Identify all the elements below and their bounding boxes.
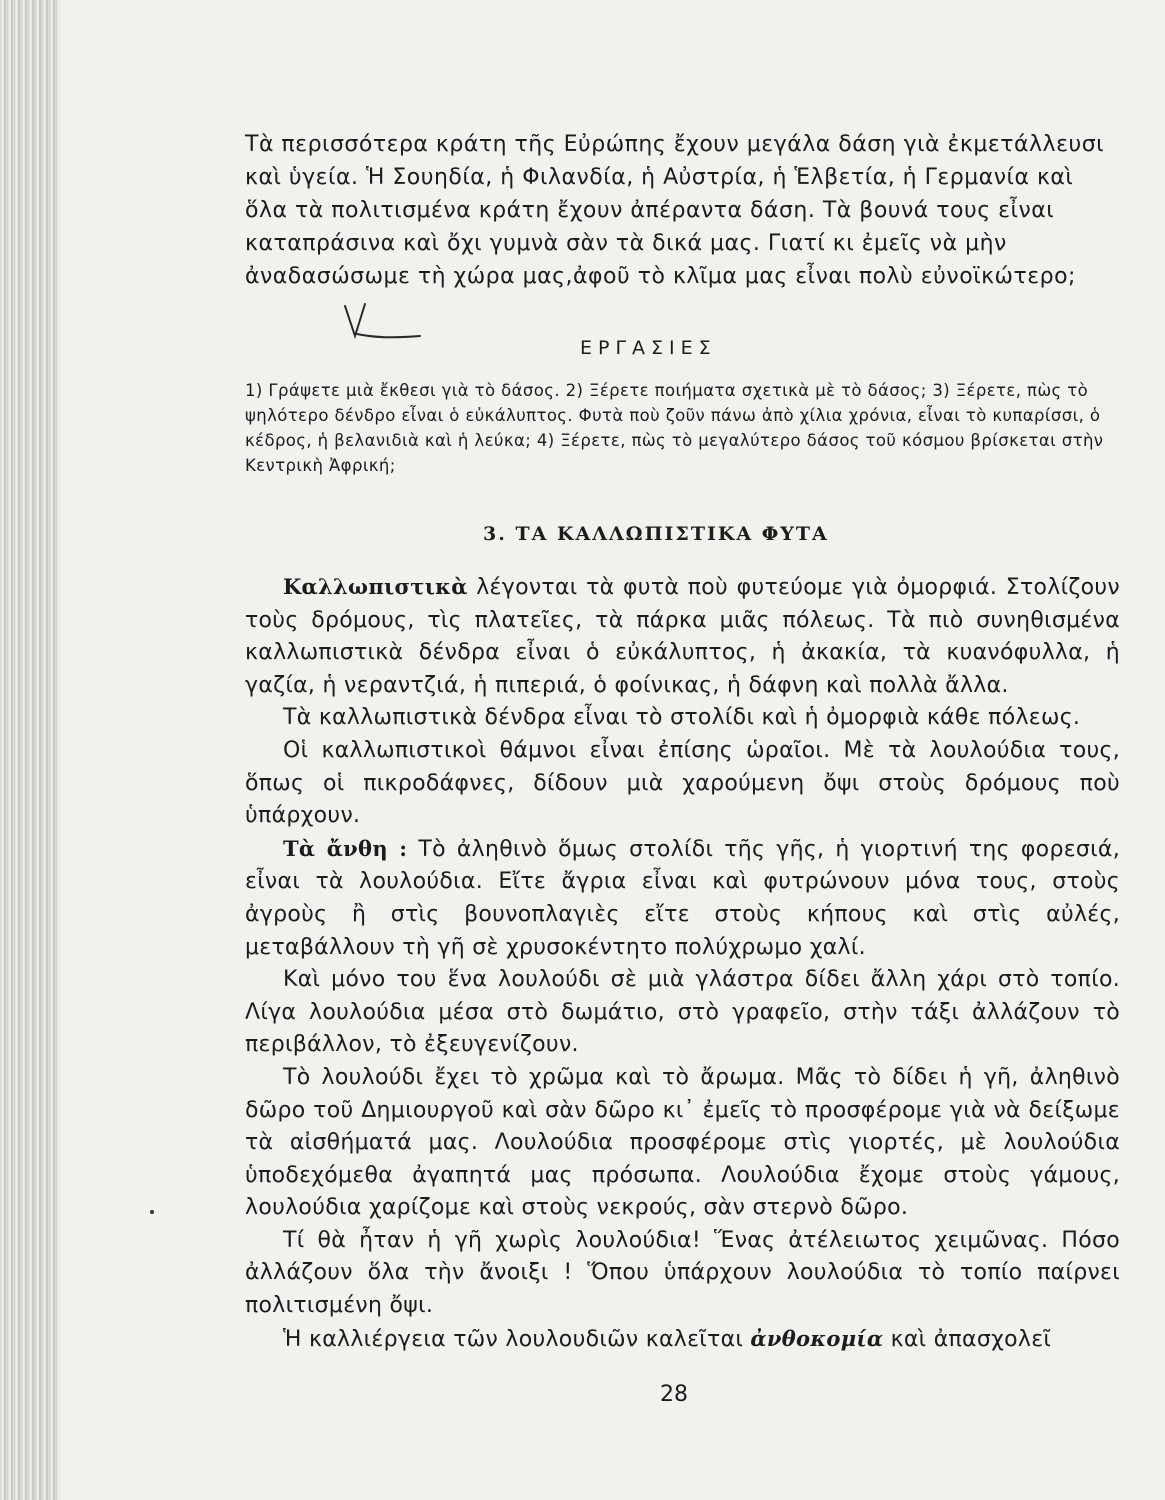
book-page-edges bbox=[0, 0, 61, 1500]
pencil-check-mark bbox=[335, 296, 425, 346]
term-floriculture: ἀνθοκομία bbox=[750, 1325, 884, 1351]
section-heading: 3. ΤΑ ΚΑΛΛΩΠΙΣΤΙΚΑ ΦΥΤΑ bbox=[483, 523, 829, 545]
term-flowers: Τὰ ἄνθη : bbox=[283, 835, 408, 861]
section-body bbox=[245, 571, 1120, 1356]
exercises-text: 1) Γράψετε μιὰ ἔκθεσι γιὰ τὸ δάσος. 2) Ξέρετε ποιήματα σχετικὰ μὲ τὸ δάσος; 3) Ξέρετε, πὼς τὸ ψηλότερο δένδρο εἶναι ὁ εὐκάλυπτος. Φυτὰ ποὺ ζοῦν πάνω ἀπὸ χίλια χρόνια, εἶναι τὸ κυπαρίσσι, ὁ κέδρος, ἡ βελανιδιὰ καὶ ἡ λεύκα; 4) Ξέρετε, πὼς τὸ μεγαλύτερο δάσος τοῦ κόσμου βρίσκεται στὴν Κεντρικὴ Ἀφρική; bbox=[245, 381, 1104, 475]
paragraph-shrubs: Οἱ καλλωπιστικοὶ θάμνοι εἶναι ἐπίσης ὡραῖοι. Μὲ τὰ λουλούδια τους, ὅπως οἱ πικροδάφνες, δίδουν μιὰ χαρούμενη ὄψι στοὺς δρόμους ποὺ ὑπάρχουν. bbox=[245, 737, 1120, 829]
paragraph-flower-gift: Τὸ λουλούδι ἔχει τὸ χρῶμα καὶ τὸ ἄρωμα. Μᾶς τὸ δίδει ἡ γῆ, ἀληθινὸ δῶρο τοῦ Δημιουργοῦ καὶ σὰν δῶρο κι᾿ ἐμεῖς τὸ προσφέρομε γιὰ νὰ δείξωμε τὰ αἰσθήματά μας. Λουλούδια προσφέρομε στὶς γιορτές, μὲ λουλούδια ὑποδεχόμεθα ἀγαπητά μας πρόσωπα. Λουλούδια ἔχομε στοὺς γάμους, λουλούδια χαρίζομε καὶ στοὺς νεκρούς, σὰν στερνὸ δῶρο. bbox=[245, 1064, 1120, 1221]
paragraph-single-flower: Καὶ μόνο του ἕνα λουλούδι σὲ μιὰ γλάστρα δίδει ἄλλη χάρι στὸ τοπίο. Λίγα λουλούδια μέσα στὸ δωμάτιο, στὸ γραφεῖο, στὴν τάξι ἀλλάζουν τὸ περιβάλλον, τὸ ἐξευγενίζουν. bbox=[245, 967, 1120, 1058]
page-number: 28 bbox=[660, 1382, 688, 1407]
paragraph-ornamental-trees: Τὰ καλλωπιστικὰ δένδρα εἶναι τὸ στολίδι καὶ ἡ ὀμορφιὰ κάθε πόλεως. bbox=[283, 705, 1081, 731]
exercises-heading: ΕΡΓΑΣΙΕΣ bbox=[580, 337, 717, 359]
intro-paragraph: Τὰ περισσότερα κράτη τῆς Εὐρώπης ἔχουν μεγάλα δάση γιὰ ἐκμετάλλευσι καὶ ὑγεία. Ἡ Σουηδία, ἡ Φιλανδία, ἡ Αὐστρία, ἡ Ἑλβετία, ἡ Γερμανία καὶ ὅλα τὰ πολιτισμένα κράτη ἔχουν ἀπέραντα δάση. Τὰ βουνά τους εἶναι καταπράσινα καὶ ὄχι γυμνὰ σὰν τὰ δικά μας. Γιατί κι ἐμεῖς νὰ μὴν ἀναδασώσωμε τὴ χώρα μας,ἀφοῦ τὸ κλῖμα μας εἶναι πολὺ εὐνοϊκώτερο; bbox=[245, 132, 1105, 289]
term-ornamental: Καλλωπιστικὰ bbox=[283, 574, 468, 599]
stray-ink-dot bbox=[150, 1210, 154, 1214]
paragraph-text: Ἡ καλλιέργεια τῶν λουλουδιῶν καλεῖται bbox=[283, 1326, 751, 1352]
paragraph-text: Τὸ ἀληθινὸ ὅμως στολίδι τῆς γῆς, ἡ γιορτινή της φορεσιά, εἶναι τὰ λουλούδια. Εἴτε ἄγρια εἶναι καὶ φυτρώνουν μόνα τους, στοὺς ἀγροὺς ἢ στὶς βουνοπλαγιὲς εἴτε στοὺς κήπους καὶ στὶς αὐλές, μεταβάλλουν τὴ γῆ σὲ χρυσοκέντητο πολύχρωμο χαλί. bbox=[245, 836, 1120, 960]
paragraph-flowers bbox=[245, 833, 1120, 964]
paragraph-ornamental-plants bbox=[245, 571, 1120, 702]
paragraph-text: λέγονται τὰ φυτὰ ποὺ φυτεύομε γιὰ ὀμορφιά. Στολίζουν τοὺς δρόμους, τὶς πλατεῖες, τὰ πάρκα μιᾶς πόλεως. Τὰ πιὸ συνηθισμένα καλλωπιστικὰ δένδρα εἶναι ὁ εὐκάλυπτος, ἡ ἀκακία, τὰ κυανόφυλλα, ἡ γαζία, ἡ νεραντζιά, ἡ πιπεριά, ὁ φοίνικας, ἡ δάφνη καὶ πολλὰ ἄλλα. bbox=[245, 575, 1120, 698]
paragraph-text-tail: καὶ ἀπασχολεῖ bbox=[883, 1326, 1052, 1352]
paragraph-floriculture bbox=[245, 1323, 1120, 1357]
paragraph-earth-without-flowers: Τί θὰ ἦταν ἡ γῆ χωρὶς λουλούδια! Ἕνας ἀτέλειωτος χειμῶνας. Πόσο ἀλλάζουν ὅλα τὴν ἄνοιξι ! Ὅπου ὑπάρχουν λουλούδια τὸ τοπίο παίρνει πολιτισμένη ὄψι. bbox=[245, 1227, 1120, 1319]
